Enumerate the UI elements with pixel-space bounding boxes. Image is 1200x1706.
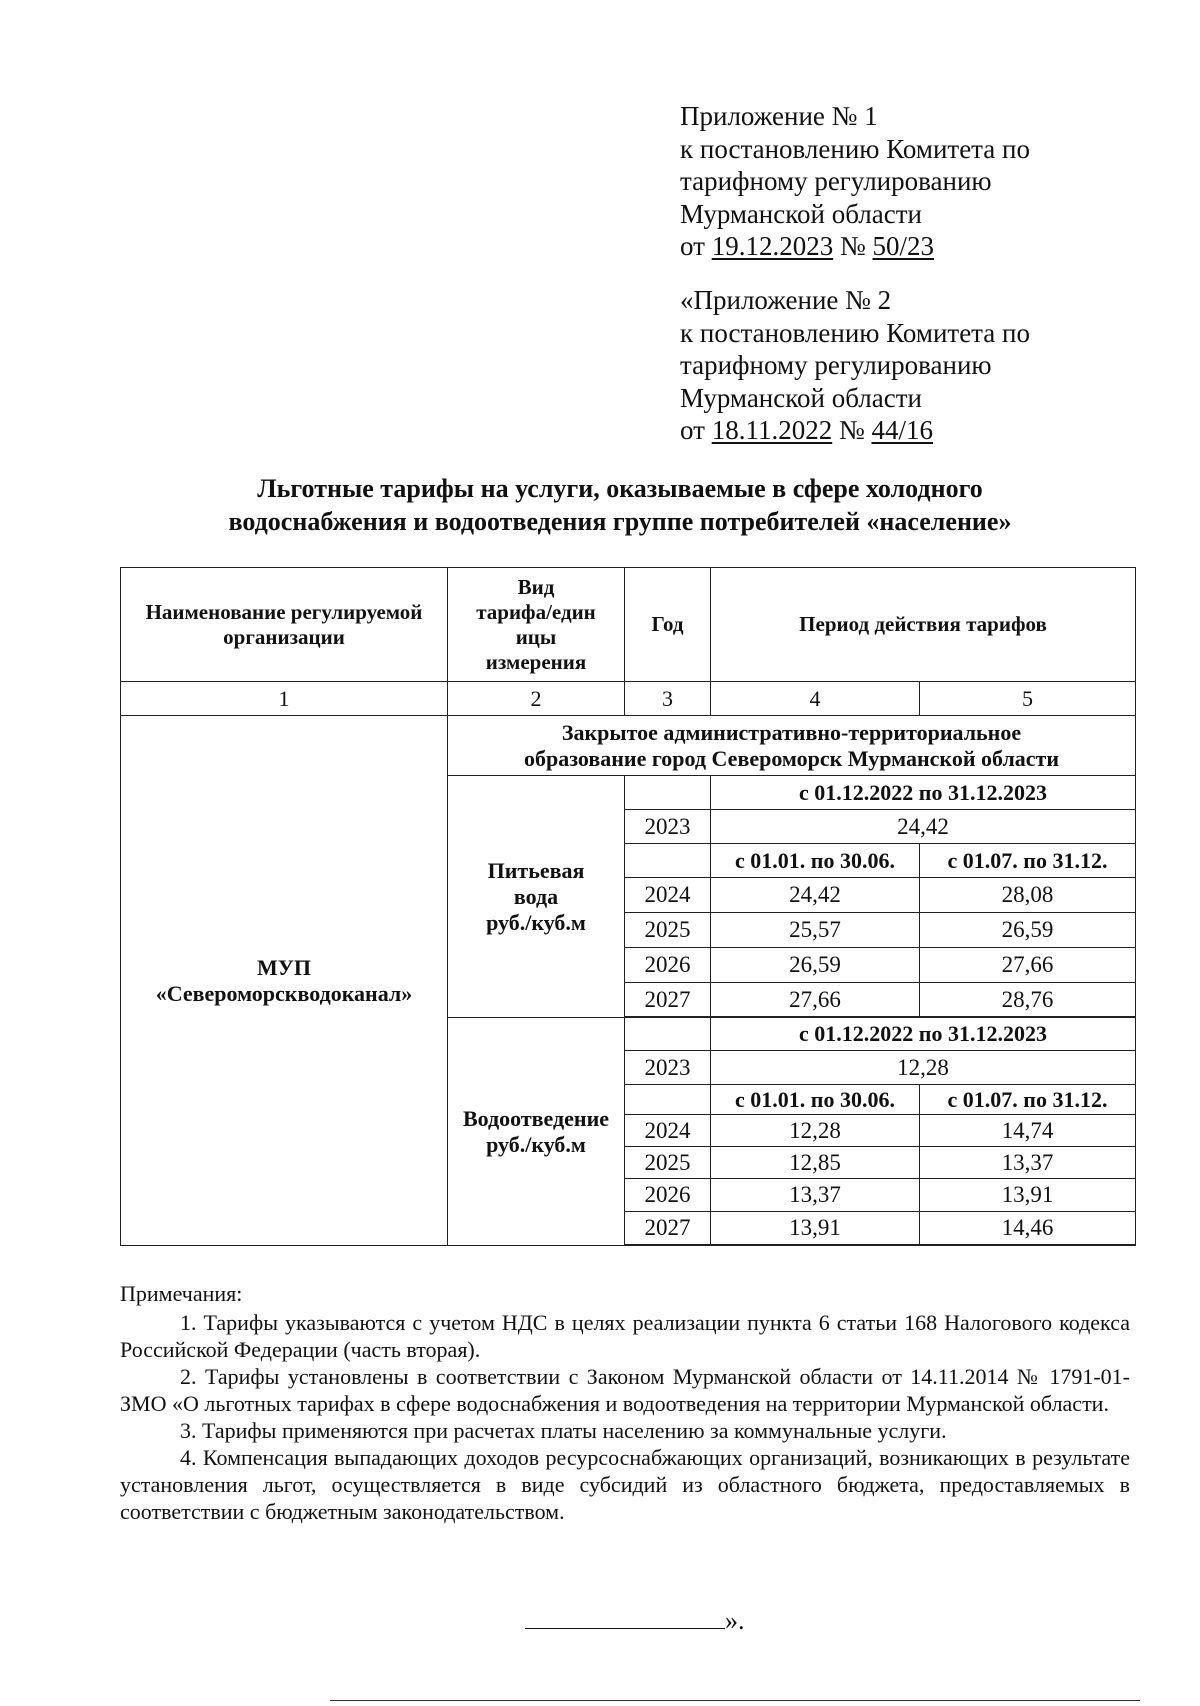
tariff-value: 12,85 [711, 1147, 920, 1179]
tariff-value: 12,28 [711, 1115, 920, 1147]
date-prefix: от [680, 415, 712, 445]
tariff-value: 13,37 [920, 1147, 1136, 1179]
tariff-value: 27,66 [711, 983, 920, 1017]
closing-line [525, 1604, 745, 1636]
appendix-1-title: Приложение № 1 [680, 101, 878, 131]
organization-line: МУП [256, 954, 312, 980]
note-item: 2. Тарифы установлены в соответствии с Законом Мурманской области от 14.11.2014 № 1791-01-ЗМО «О льготных тарифах в сфере водоснабжения и водоотведения на территории Мурманской области. [120, 1364, 1130, 1416]
year-cell: 2027 [625, 983, 711, 1017]
half-year-2-label: с 01.07. по 31.12. [920, 1085, 1136, 1115]
appendix-1-header [680, 100, 1030, 263]
document-title-line-1: Льготные тарифы на услуги, оказываемые в сфере холодного [257, 474, 983, 503]
tariff-type-line: Питьевая [487, 857, 585, 883]
year-cell: 2024 [625, 1115, 711, 1147]
spacer-cell [711, 1245, 920, 1246]
column-number: 2 [448, 682, 625, 716]
appendix-1-line-2: к постановлению Комитета по [680, 133, 1030, 164]
column-number: 5 [920, 682, 1136, 716]
territory-row [121, 716, 1136, 776]
year-cell [625, 844, 711, 878]
tariff-value: 14,46 [920, 1212, 1136, 1245]
header-tariff-type-line: ицы [515, 624, 557, 649]
appendix-1-date: 19.12.2023 [711, 231, 834, 261]
date-prefix: от [680, 231, 712, 261]
tariff-value: 24,42 [711, 878, 920, 913]
column-numbers-row [121, 682, 1136, 716]
year-cell [625, 1018, 711, 1051]
tariff-type-line: руб./куб.м [486, 909, 586, 935]
tariff-value: 13,91 [711, 1212, 920, 1245]
tariff-type-line: вода [513, 883, 559, 909]
tariff-value: 26,59 [920, 913, 1136, 948]
tariff-type-drinking-water [448, 776, 625, 1018]
tariff-value: 28,76 [920, 983, 1136, 1017]
column-number: 3 [625, 682, 711, 716]
year-cell: 2027 [625, 1212, 711, 1245]
tariff-value: 12,28 [711, 1051, 1136, 1085]
year-cell: 2025 [625, 913, 711, 948]
header-organization: Наименование регулируемой организации [121, 568, 448, 682]
appendix-2-number: 44/16 [871, 415, 933, 445]
tariff-value: 13,91 [920, 1179, 1136, 1212]
closing-quote: ». [725, 1606, 745, 1635]
column-number: 1 [121, 682, 448, 716]
appendix-2-header [680, 284, 1030, 447]
header-tariff-type [448, 568, 625, 682]
document-title-line-2: водоснабжения и водоотведения группе потребителей «население» [228, 507, 1012, 536]
tariff-value: 14,74 [920, 1115, 1136, 1147]
spacer-cell [625, 1245, 711, 1246]
header-year: Год [625, 568, 711, 682]
notes-heading: Примечания: [120, 1281, 243, 1306]
header-period: Период действия тарифов [711, 568, 1136, 682]
header-tariff-type-line: Вид [517, 574, 555, 599]
header-tariff-type-line: тарифа/един [476, 599, 596, 624]
appendix-2-line-3: тарифному регулированию [680, 350, 992, 380]
tariff-value: 26,59 [711, 948, 920, 983]
note-item: 4. Компенсация выпадающих доходов ресурсоснабжающих организаций, возникающих в результате установления льгот, осуществляется в виде субсидий из областного бюджета, предоставляемых в соответствии с бюджетным законодательством. [120, 1445, 1130, 1524]
column-number: 4 [711, 682, 920, 716]
year-cell [625, 1085, 711, 1115]
appendix-1-line-3: тарифному регулированию [680, 166, 992, 196]
notes-section [120, 1280, 1130, 1525]
year-cell: 2023 [625, 810, 711, 844]
tariff-value: 25,57 [711, 913, 920, 948]
organization-name: «Североморскводоканал» [155, 980, 413, 1006]
year-cell: 2024 [625, 878, 711, 913]
year-cell: 2023 [625, 1051, 711, 1085]
table-header-row [121, 568, 1136, 682]
spacer-cell [920, 1245, 1136, 1246]
appendix-2-date: 18.11.2022 [711, 415, 833, 445]
appendix-2-line-4: Мурманской области [680, 382, 922, 413]
territory-cell [448, 716, 1136, 776]
half-year-1-label: с 01.01. по 30.06. [711, 1085, 920, 1115]
appendix-1-date-line [680, 230, 1030, 263]
period-label: с 01.12.2022 по 31.12.2023 [711, 776, 1136, 810]
header-tariff-type-line: измерения [485, 649, 587, 674]
territory-line-1: Закрытое административно-территориальное [561, 719, 1022, 745]
half-year-1-label: с 01.01. по 30.06. [711, 844, 920, 878]
tariff-type-line: руб./куб.м [486, 1131, 586, 1157]
note-item: 3. Тарифы применяются при расчетах платы населению за коммунальные услуги. [180, 1418, 947, 1443]
appendix-2-title: «Приложение № 2 [680, 285, 892, 315]
document-title [120, 472, 1120, 538]
tariff-type-line: Водоотведение [462, 1105, 610, 1131]
appendix-2-date-line [680, 414, 1030, 447]
organization-cell [121, 716, 448, 1246]
number-prefix: № [832, 415, 872, 445]
year-cell: 2025 [625, 1147, 711, 1179]
appendix-1-number: 50/23 [872, 231, 934, 261]
year-cell [625, 776, 711, 810]
period-label: с 01.12.2022 по 31.12.2023 [711, 1018, 1136, 1051]
number-prefix: № [833, 231, 873, 261]
tariff-value: 13,37 [711, 1179, 920, 1212]
appendix-2-line-2: к постановлению Комитета по [680, 317, 1030, 348]
closing-blank [525, 1604, 725, 1629]
year-cell: 2026 [625, 1179, 711, 1212]
tariff-value: 28,08 [920, 878, 1136, 913]
year-cell: 2026 [625, 948, 711, 983]
tariff-value: 24,42 [711, 810, 1136, 844]
tariff-value: 27,66 [920, 948, 1136, 983]
bottom-divider [330, 1700, 1140, 1701]
appendix-1-line-4: Мурманской области [680, 198, 922, 229]
half-year-2-label: с 01.07. по 31.12. [920, 844, 1136, 878]
territory-line-2: образование город Североморск Мурманской области [523, 745, 1060, 771]
tariff-table [120, 567, 1136, 1246]
tariff-type-wastewater [448, 1018, 625, 1246]
note-item: 1. Тарифы указываются с учетом НДС в целях реализации пункта 6 статьи 168 Налогового кодекса Российской Федерации (часть вторая). [120, 1310, 1130, 1362]
